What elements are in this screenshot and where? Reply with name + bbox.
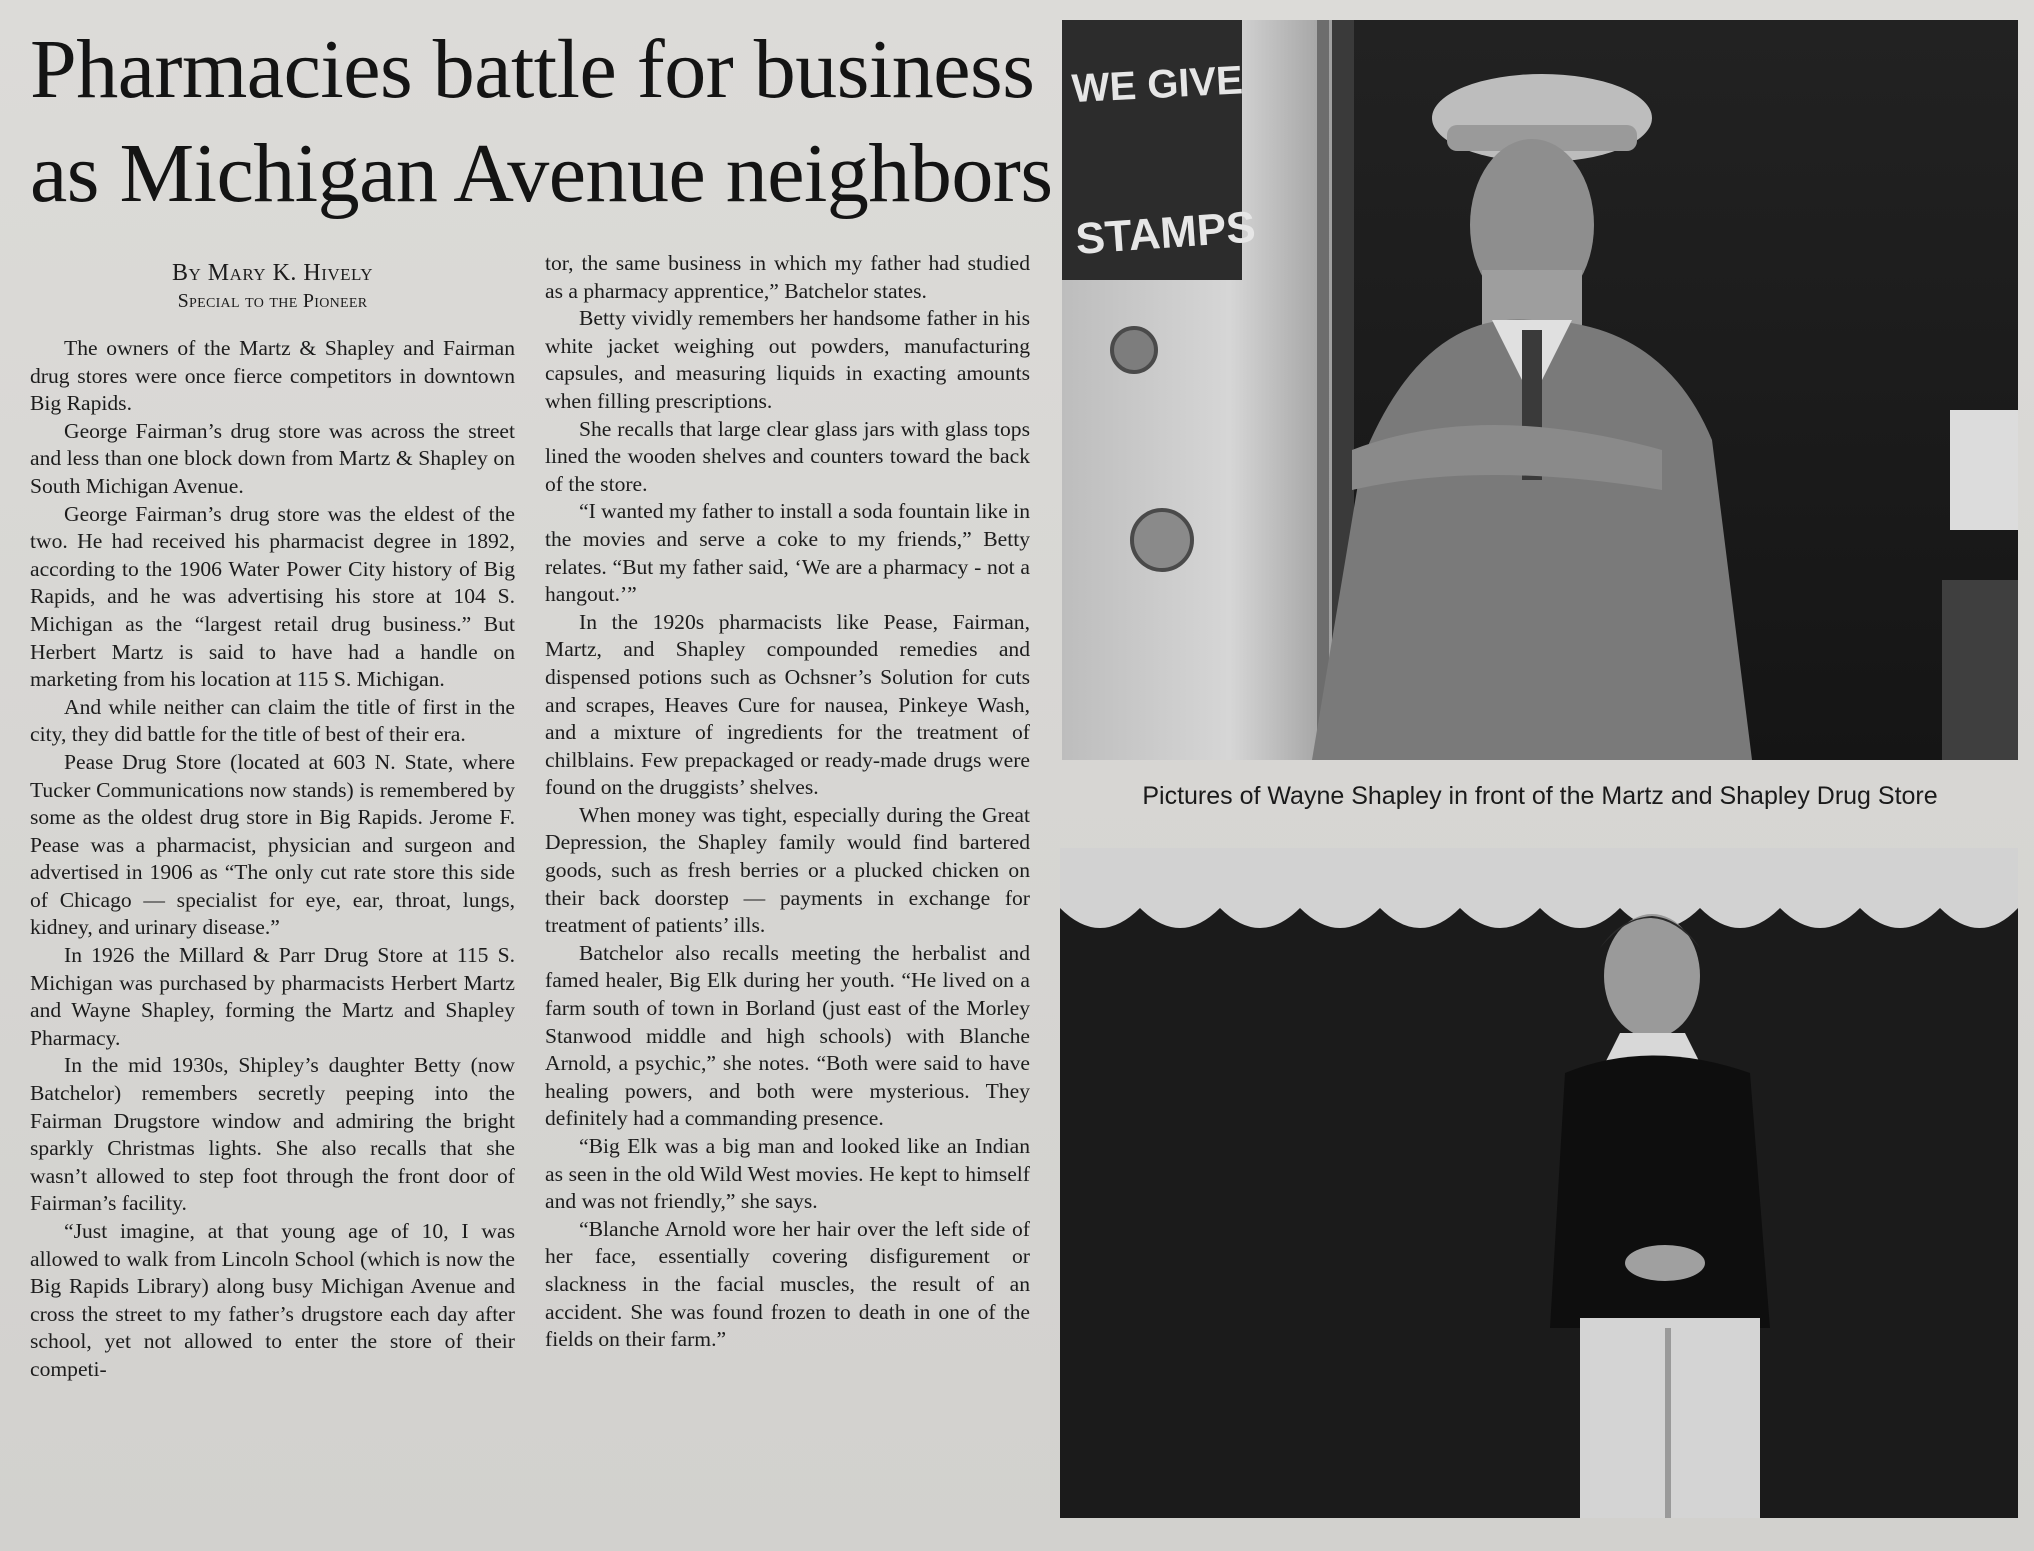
paragraph: Betty vividly remembers her handsome father in his white jacket weighing out powders, manufacturing capsules, and measuring liquids in exacting amounts when filling prescriptions. bbox=[545, 306, 1030, 413]
stamps-sign-line-2: STAMPS bbox=[1074, 202, 1258, 264]
paragraph: George Fairman’s drug store was the eldest of the two. He had received his pharmacist degree in 1892, according to the 1906 Water Power City history of Big Rapids, and he was advertising his store at 104 S. Michigan as the “largest retail drug business.” But Herbert Martz is said to have had a handle on marketing from his location at 115 S. Michigan. bbox=[30, 501, 515, 692]
photo-wayne-shapley-awning bbox=[1060, 848, 2018, 1518]
headline bbox=[30, 18, 1053, 226]
special-credit: Special to the Pioneer bbox=[177, 290, 368, 312]
paragraph: “Blanche Arnold wore her hair over the left side of her face, essentially covering disfigurement or slackness in the facial muscles, the result of an accident. She was found frozen to death in one of the fields on their farm.” bbox=[545, 1216, 1030, 1352]
paragraph: And while neither can claim the title of first in the city, they did battle for the title of best of their era. bbox=[30, 694, 515, 747]
paragraph: The owners of the Martz & Shapley and Fairman drug stores were once fierce competitors in downtown Big Rapids. bbox=[30, 336, 515, 416]
headline-line-1: Pharmacies battle for business bbox=[30, 23, 1035, 116]
byline: By Mary K. Hively bbox=[171, 260, 374, 286]
paragraph: Pease Drug Store (located at 603 N. State, where Tucker Communications now stands) is remembered by some as the oldest drug store in Big Rapids. Jerome F. Pease was a pharmacist, physician and surgeon and advertised in 1906 as “The only cut rate store this side of Chicago — specialist for eye, ear, throat, lungs, kidney, and urinary disease.” bbox=[30, 749, 515, 940]
headline-line-2: as Michigan Avenue neighbors bbox=[30, 127, 1053, 220]
byline-block bbox=[30, 258, 515, 314]
paragraph: In the mid 1930s, Shipley’s daughter Betty (now Batchelor) remembers secretly peeping into the Fairman Drugstore window and admiring the bright sparkly Christmas lights. She also recalls that she wasn’t allowed to step foot through the front door of Fairman’s facility. bbox=[30, 1053, 515, 1216]
paragraph: “Big Elk was a big man and looked like an Indian as seen in the old Wild West movies. He kept to himself and was not friendly,” she says. bbox=[545, 1134, 1030, 1214]
paragraph: In 1926 the Millard & Parr Drug Store at 115 S. Michigan was purchased by pharmacists Herbert Martz and Wayne Shapley, forming the Martz and Shapley Pharmacy. bbox=[30, 943, 515, 1050]
article-column-1 bbox=[30, 335, 515, 1384]
article-column-2 bbox=[545, 250, 1030, 1354]
photo-wayne-shapley-doorway bbox=[1062, 20, 2018, 760]
paragraph: George Fairman’s drug store was across the street and less than one block down from Martz & Shapley on South Michigan Avenue. bbox=[30, 418, 515, 498]
paragraph: When money was tight, especially during the Great Depression, the Shapley family would find bartered goods, such as fresh berries or a plucked chicken on their back doorstep — payments in exchange for treatment of patients’ ills. bbox=[545, 802, 1030, 938]
photo-caption: Pictures of Wayne Shapley in front of the Martz and Shapley Drug Store bbox=[1142, 782, 1938, 810]
stamps-sign-line-1: WE GIVE bbox=[1070, 58, 1244, 112]
paragraph: tor, the same business in which my father had studied as a pharmacy apprentice,” Batchelor states. bbox=[545, 251, 1030, 303]
paragraph: “Just imagine, at that young age of 10, I was allowed to walk from Lincoln School (which is now the Big Rapids Library) along busy Michigan Avenue and cross the street to my father’s drugstore each day after school, yet not allowed to enter the store of their competi- bbox=[30, 1219, 515, 1381]
paragraph: “I wanted my father to install a soda fountain like in the movies and serve a coke to my friends,” Betty relates. “But my father said, ‘We are a pharmacy - not a hangout.’” bbox=[545, 499, 1030, 607]
paragraph: Batchelor also recalls meeting the herbalist and famed healer, Big Elk during her youth. “He lived on a farm south of town in Borland (just east of the Morley Stanwood middle and high schools) with Blanche Arnold, a psychic,” she notes. “Both were said to have healing powers, and both were mysterious. They definitely had a commanding presence. bbox=[545, 940, 1030, 1131]
paragraph: She recalls that large clear glass jars with glass tops lined the wooden shelves and counters toward the back of the store. bbox=[545, 416, 1030, 496]
paragraph: In the 1920s pharmacists like Pease, Fairman, Martz, and Shapley compounded remedies and dispensed potions such as Ochsner’s Solution for cuts and scrapes, Heaves Cure for nausea, Pinkeye Wash, and a mixture of ingredients for the treatment of chilblains. Few prepackaged or ready-made drugs were found on the druggists’ shelves. bbox=[545, 609, 1030, 800]
